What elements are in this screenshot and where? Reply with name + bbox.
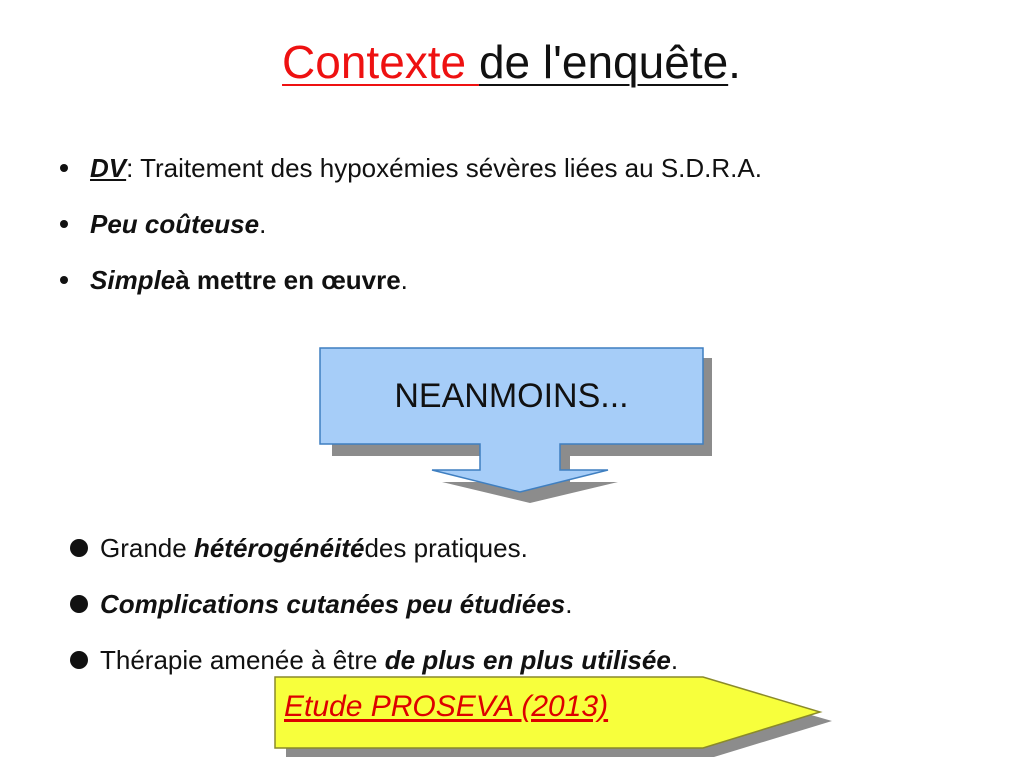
callout-label: NEANMOINS... [394,376,629,415]
item-keyword: Simple [90,265,176,295]
item-suffix: des pratiques. [364,533,528,563]
item-text: . [259,209,267,239]
item-emphasis: Complications cutanées peu étudiées [100,589,566,619]
title-rest: de l'enquête [478,36,729,88]
title-period: . [728,36,741,88]
title-highlight: Contexte [282,36,479,88]
item-keyword: Peu coûteuse [90,209,260,239]
item-emphasis: de plus en plus utilisée [384,645,671,675]
item-emphasis: hétérogénéité [193,533,365,563]
item-suffix: . [565,589,573,619]
item-keyword: DV [90,153,127,183]
item-prefix: Grande [100,533,187,563]
item-bold-text: à mettre en œuvre [175,265,401,295]
item-suffix: . [670,645,679,675]
study-link[interactable]: Etude PROSEVA (2013) [284,690,609,723]
item-prefix: Thérapie amenée à être [100,645,378,675]
item-text: . [400,265,408,295]
item-text: : Traitement des hypoxémies sévères liées au S.D.R.A. [126,153,762,183]
